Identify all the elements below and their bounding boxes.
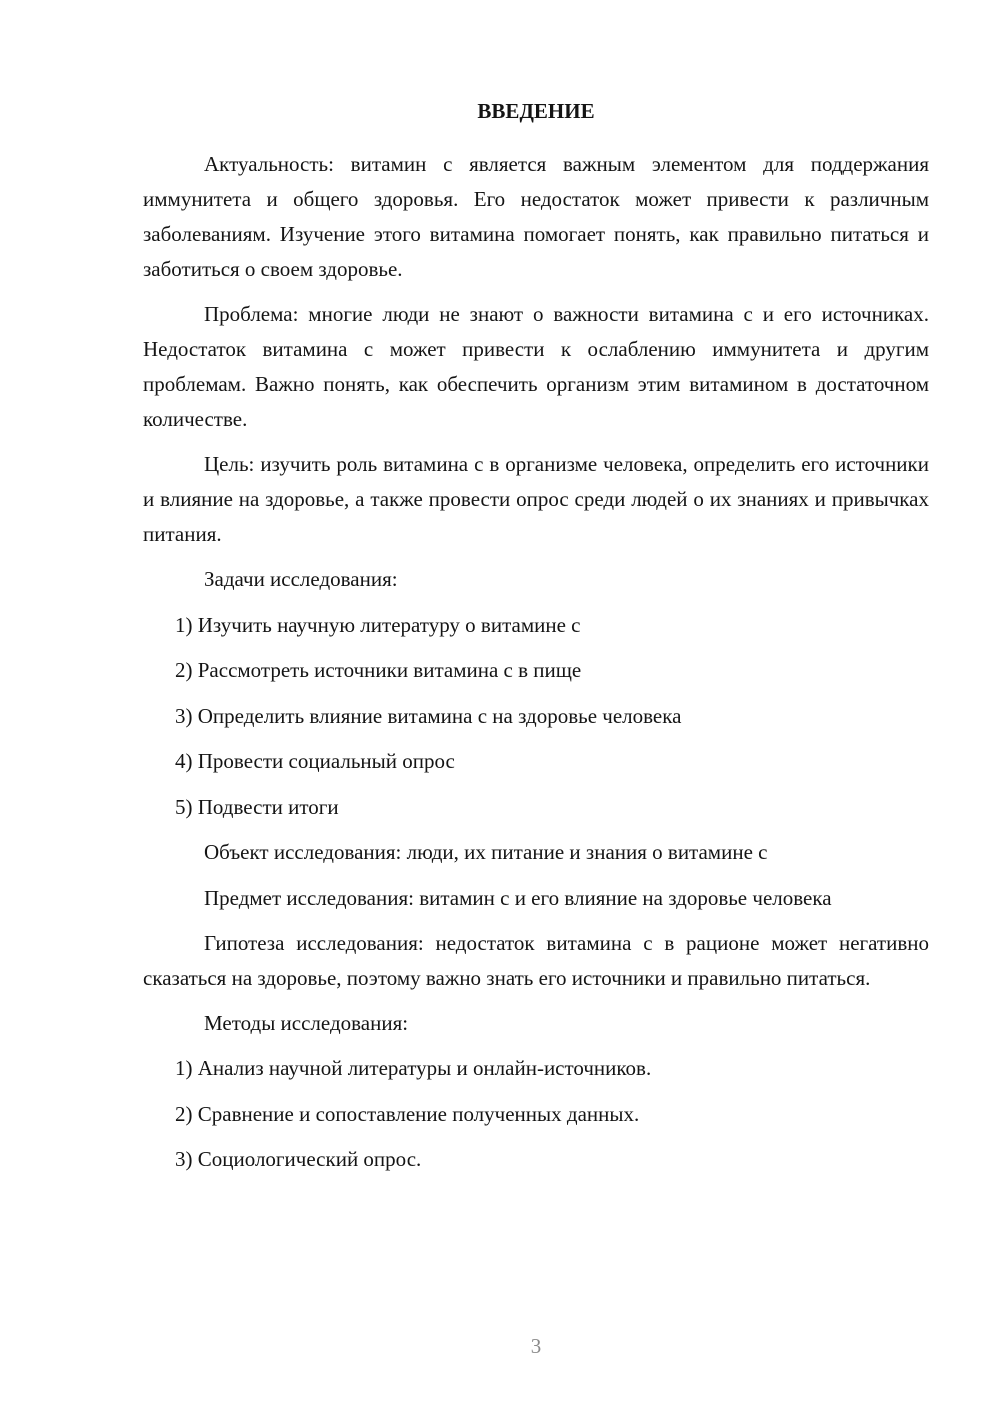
- list-item: 3) Социологический опрос.: [175, 1147, 422, 1171]
- problem-paragraph: Проблема: многие люди не знают о важности витамина с и его источниках. Недостаток витамина с может привести к ослаблению иммунитета и другим проблемам. Важно понять, как обеспечить организм этим витамином в достаточном количестве.: [143, 302, 929, 431]
- page-content: [143, 97, 929, 1188]
- tasks-heading: Задачи исследования:: [204, 567, 398, 591]
- subject-paragraph: Предмет исследования: витамин с и его влияние на здоровье человека: [204, 885, 832, 910]
- relevance-paragraph: Актуальность: витамин с является важным элементом для поддержания иммунитета и общего здоровья. Его недостаток может привести к различным заболеваниям. Изучение этого витамина помогает понять, как правильно питаться и заботиться о своем здоровье.: [143, 152, 929, 281]
- list-item: 1) Анализ научной литературы и онлайн-источников.: [175, 1056, 652, 1080]
- list-item: 4) Провести социальный опрос: [175, 749, 455, 773]
- list-item: 2) Сравнение и сопоставление полученных данных.: [175, 1101, 640, 1126]
- goal-paragraph: Цель: изучить роль витамина с в организме человека, определить его источники и влияние на здоровье, а также провести опрос среди людей о их знаниях и привычках питания.: [143, 452, 929, 546]
- object-line: Объект исследования: люди, их питание и знания о витамине с: [204, 840, 768, 864]
- list-item: 5) Подвести итоги: [175, 794, 339, 819]
- tasks-list: [143, 608, 929, 825]
- list-item: 1) Изучить научную литературу о витамине с: [175, 612, 581, 637]
- list-item: 2) Рассмотреть источники витамина с в пище: [175, 658, 582, 682]
- hypothesis-paragraph: Гипотеза исследования: недостаток витамина с в рационе может негативно сказаться на здоровье, поэтому важно знать его источники и правильно питаться.: [143, 930, 929, 990]
- section-title: ВВЕДЕНИЕ: [477, 99, 595, 123]
- list-item: 3) Определить влияние витамина с на здоровье человека: [175, 703, 682, 728]
- page-number: 3: [530, 1334, 542, 1358]
- methods-heading: Методы исследования:: [204, 1010, 409, 1035]
- methods-list: [143, 1051, 929, 1177]
